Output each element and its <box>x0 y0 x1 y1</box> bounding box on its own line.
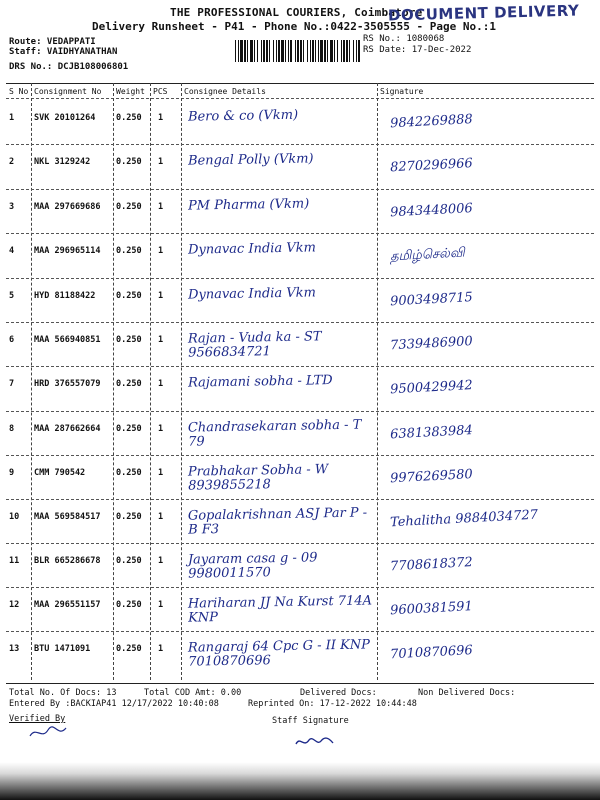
row-consignee-details: Jayaram casa g - 09 9980011570 <box>187 550 318 582</box>
row-weight: 0.250 <box>116 512 142 522</box>
row-divider <box>6 189 594 190</box>
row-divider <box>6 233 594 234</box>
row-consignee-details: Hariharan JJ Na Kurst 714A KNP <box>187 593 373 626</box>
row-weight: 0.250 <box>116 335 142 345</box>
col-signature: Signature <box>380 87 424 96</box>
row-weight: 0.250 <box>116 424 142 434</box>
row-sno: 8 <box>9 424 15 434</box>
row-pcs: 1 <box>158 246 164 256</box>
company-title: THE PROFESSIONAL COURIERS, Coimbatore <box>170 6 423 19</box>
row-sno: 2 <box>9 157 15 167</box>
row-pcs: 1 <box>158 424 164 434</box>
row-divider <box>6 543 594 544</box>
row-sno: 5 <box>9 291 15 301</box>
row-divider <box>6 455 594 456</box>
row-signature: 7339486900 <box>389 334 474 354</box>
entered-by: Entered By :BACKIAP41 12/17/2022 10:40:08 <box>9 699 219 709</box>
row-consignee-details: Prabhakar Sobha - W 8939855218 <box>187 462 329 494</box>
row-pcs: 1 <box>158 202 164 212</box>
rs-date: RS Date: 17-Dec-2022 <box>363 45 472 55</box>
col-pcs: PCS <box>153 87 168 96</box>
total-cod-amount: Total COD Amt: 0.00 <box>144 688 242 698</box>
column-divider <box>377 83 378 680</box>
row-weight: 0.250 <box>116 157 142 167</box>
column-divider <box>181 83 182 680</box>
verified-by: Verified By <box>9 714 66 724</box>
row-weight: 0.250 <box>116 644 142 654</box>
row-consignment-no: NKL 3129242 <box>34 157 91 167</box>
row-signature: 7708618372 <box>389 555 474 575</box>
row-signature: 9003498715 <box>389 290 474 310</box>
row-consignment-no: HYD 81188422 <box>34 291 96 301</box>
row-consignee-details: Bengal Polly (Vkm) <box>187 151 314 169</box>
staff-label: Staff: VAIDHYANATHAN <box>9 47 118 57</box>
row-signature: தமிழ்செல்வி <box>389 245 466 265</box>
row-weight: 0.250 <box>116 600 142 610</box>
col-consignee: Consignee Details <box>184 87 266 96</box>
row-consignment-no: MAA 296965114 <box>34 246 101 256</box>
row-consignee-details: Rangaraj 64 Cpc G - II KNP 7010870696 <box>187 637 371 670</box>
row-consignment-no: MAA 297669686 <box>34 202 101 212</box>
staff-signature-label: Staff Signature <box>272 716 349 726</box>
row-pcs: 1 <box>158 600 164 610</box>
row-signature: 7010870696 <box>389 643 474 663</box>
row-consignee-details: Dynavac India Vkm <box>187 285 316 303</box>
row-pcs: 1 <box>158 157 164 167</box>
row-sno: 1 <box>9 113 15 123</box>
row-divider <box>6 322 594 323</box>
col-sno: S No <box>9 87 29 96</box>
row-pcs: 1 <box>158 113 164 123</box>
drs-number: DRS No.: DCJB108006801 <box>9 62 129 72</box>
row-pcs: 1 <box>158 291 164 301</box>
row-consignee-details: Dynavac India Vkm <box>187 240 316 258</box>
staff-signature-icon <box>293 732 335 752</box>
row-divider <box>6 144 594 145</box>
row-consignment-no: SVK 20101264 <box>34 113 96 123</box>
row-weight: 0.250 <box>116 556 142 566</box>
row-consignment-no: MAA 566940851 <box>34 335 101 345</box>
row-divider <box>6 278 594 279</box>
row-signature: 9842269888 <box>389 112 474 132</box>
row-consignee-details: Gopalakrishnan ASJ Par P - B F3 <box>187 505 368 538</box>
row-signature: 9500429942 <box>389 378 474 398</box>
col-consignment: Consignment No <box>34 87 102 96</box>
scan-shadow <box>0 762 600 800</box>
row-consignment-no: MAA 287662664 <box>34 424 101 434</box>
route-label: Route: VEDAPPATI <box>9 37 96 47</box>
row-consignment-no: BTU 1471091 <box>34 644 91 654</box>
table-header-rule <box>6 98 594 99</box>
row-sno: 6 <box>9 335 15 345</box>
row-weight: 0.250 <box>116 202 142 212</box>
row-consignment-no: MAA 569584517 <box>34 512 101 522</box>
column-divider <box>31 83 32 680</box>
column-divider <box>113 83 114 680</box>
row-consignment-no: BLR 665286678 <box>34 556 101 566</box>
row-divider <box>6 499 594 500</box>
row-sno: 10 <box>9 512 20 522</box>
row-consignee-details: Rajamani sobha - LTD <box>187 373 333 391</box>
row-signature: Tehalitha 9884034727 <box>389 507 539 531</box>
row-sno: 13 <box>9 644 20 654</box>
row-consignee-details: PM Pharma (Vkm) <box>187 196 310 214</box>
row-pcs: 1 <box>158 512 164 522</box>
row-divider <box>6 587 594 588</box>
row-weight: 0.250 <box>116 246 142 256</box>
row-signature: 8270296966 <box>389 156 474 176</box>
row-weight: 0.250 <box>116 113 142 123</box>
verifier-signature-icon <box>28 722 68 744</box>
row-signature: 9843448006 <box>389 201 474 221</box>
row-pcs: 1 <box>158 379 164 389</box>
row-divider <box>6 631 594 632</box>
table-top-rule <box>6 83 594 84</box>
row-pcs: 1 <box>158 556 164 566</box>
rs-number: RS No.: 1080068 <box>363 34 445 44</box>
col-weight: Weight <box>116 87 145 96</box>
row-sno: 9 <box>9 468 15 478</box>
row-consignment-no: MAA 296551157 <box>34 600 101 610</box>
row-consignment-no: CMM 790542 <box>34 468 86 478</box>
row-sno: 11 <box>9 556 20 566</box>
barcode-icon <box>235 40 360 62</box>
column-divider <box>150 83 151 680</box>
footer-rule <box>6 683 594 684</box>
row-sno: 7 <box>9 379 15 389</box>
row-consignment-no: HRD 376557079 <box>34 379 101 389</box>
row-signature: 6381383984 <box>389 423 474 443</box>
row-consignee-details: Chandrasekaran sobha - T 79 <box>187 417 362 450</box>
row-pcs: 1 <box>158 468 164 478</box>
row-consignee-details: Rajan - Vuda ka - ST 9566834721 <box>187 329 322 361</box>
row-pcs: 1 <box>158 335 164 345</box>
row-weight: 0.250 <box>116 379 142 389</box>
row-divider <box>6 411 594 412</box>
row-weight: 0.250 <box>116 291 142 301</box>
runsheet-title: Delivery Runsheet - P41 - Phone No.:0422-3505555 - Page No.:1 <box>92 20 496 33</box>
row-pcs: 1 <box>158 644 164 654</box>
row-consignee-details: Bero & co (Vkm) <box>187 107 299 125</box>
row-signature: 9976269580 <box>389 467 474 487</box>
delivered-docs: Delivered Docs: <box>300 688 377 698</box>
row-weight: 0.250 <box>116 468 142 478</box>
non-delivered-docs: Non Delivered Docs: <box>418 688 516 698</box>
row-signature: 9600381591 <box>389 599 474 619</box>
document-delivery-stamp: DOCUMENT DELIVERY <box>387 1 580 25</box>
total-docs: Total No. Of Docs: 13 <box>9 688 117 698</box>
row-sno: 3 <box>9 202 15 212</box>
row-divider <box>6 366 594 367</box>
reprinted-on: Reprinted On: 17-12-2022 10:44:48 <box>248 699 417 709</box>
row-sno: 4 <box>9 246 15 256</box>
row-sno: 12 <box>9 600 20 610</box>
